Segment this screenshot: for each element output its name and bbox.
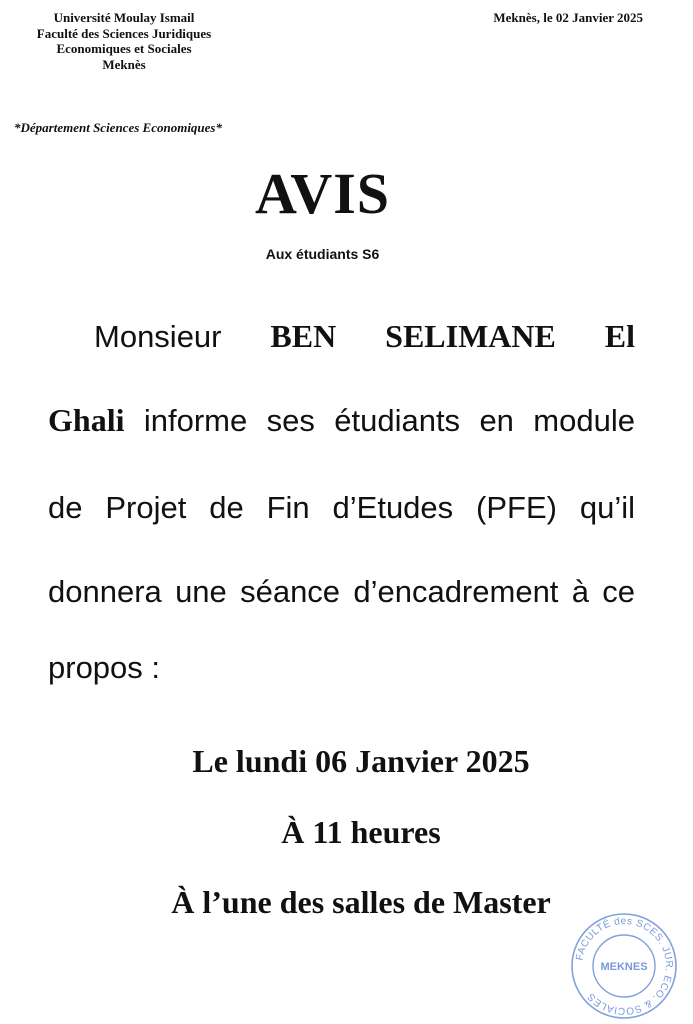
teacher-name-part-3: El [604, 318, 635, 354]
stamp-ring-text: FACULTÉ des SCES. JUR. ECO. & SOCIALES [574, 915, 675, 1017]
faculty-name-line1: Faculté des Sciences Juridiques [36, 25, 212, 41]
university-name: Université Moulay Ismail [53, 10, 195, 25]
teacher-name-part-2: SELIMANE [385, 318, 556, 354]
body-line-4: donnera une séance d’encadrement à ce [48, 574, 635, 609]
body-line-2-text: informe ses étudiants en module [143, 403, 635, 438]
teacher-name-part-4: Ghali [48, 402, 125, 438]
faculty-stamp [568, 910, 680, 1022]
salutation: Monsieur [94, 319, 222, 354]
session-date: Le lundi 06 Janvier 2025 [192, 743, 530, 779]
faculty-city: Meknès [102, 56, 146, 72]
faculty-name-line2: Economiques et Sociales [56, 41, 192, 56]
department-name: *Département Sciences Economiques* [14, 120, 222, 135]
session-place: À l’une des salles de Master [171, 884, 551, 920]
body-line-3: de Projet de Fin d’Etudes (PFE) qu’il [48, 490, 635, 525]
body-line-5: propos : [48, 650, 161, 685]
institution-header [14, 10, 234, 72]
notice-audience: Aux étudiants S6 [265, 246, 380, 262]
body-line-1 [94, 316, 635, 356]
body-line-2 [48, 400, 635, 440]
place-date: Meknès, le 02 Janvier 2025 [493, 10, 643, 25]
teacher-name-part-1: BEN [270, 318, 337, 354]
session-time: À 11 heures [281, 814, 441, 850]
stamp-center-text: MEKNES [600, 961, 648, 973]
notice-title: AVIS [254, 161, 391, 226]
